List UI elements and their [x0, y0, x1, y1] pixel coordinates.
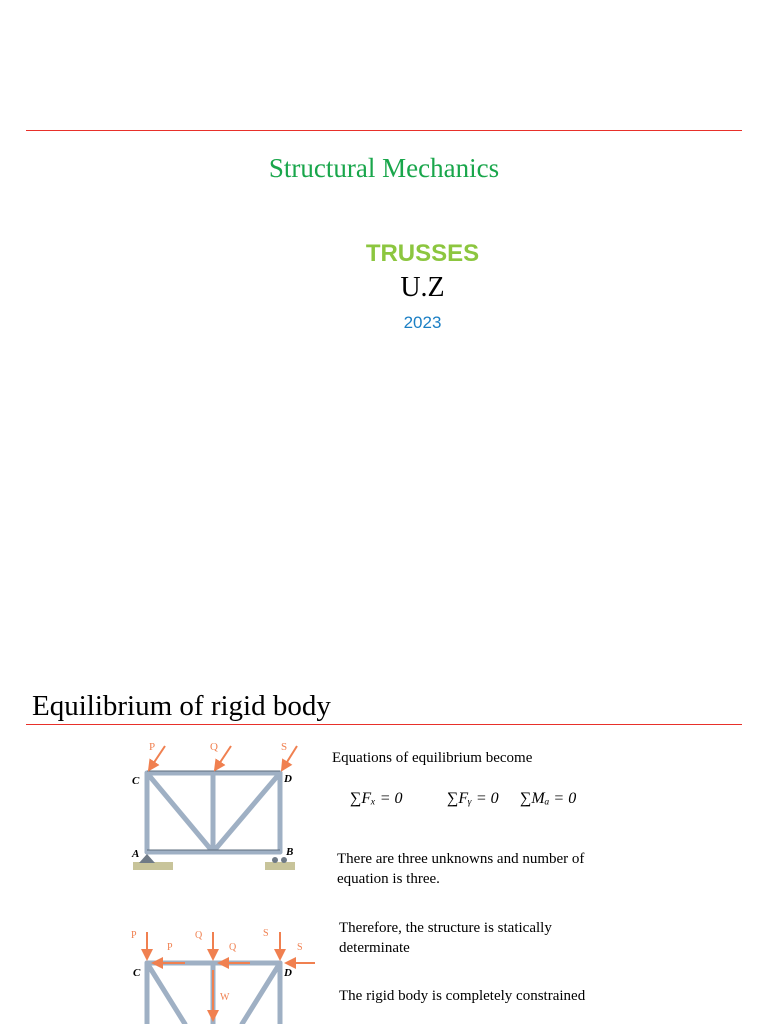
label-w: W	[220, 992, 230, 1003]
course-title: Structural Mechanics	[268, 153, 500, 183]
equations-intro: Equations of equilibrium become	[332, 750, 533, 766]
truss-figure-components	[125, 920, 325, 1024]
ground-support-a	[133, 862, 173, 870]
label-px: P	[167, 942, 173, 953]
label-c2: C	[133, 967, 141, 979]
author: U.Z	[400, 272, 445, 303]
title-divider	[26, 724, 742, 725]
load-arrows	[149, 746, 297, 770]
label-d: D	[284, 773, 292, 785]
label-sy: S	[263, 928, 269, 939]
label-qx: Q	[229, 942, 237, 953]
truss-figure-loads	[125, 736, 305, 884]
label-c: C	[132, 775, 140, 787]
label-d2: D	[284, 967, 292, 979]
label-b: B	[286, 846, 294, 858]
label-qy: Q	[195, 930, 203, 941]
label-q: Q	[210, 741, 218, 753]
label-p: P	[149, 741, 156, 753]
ground-support-b	[265, 862, 295, 870]
label-sx: S	[297, 942, 303, 953]
pin-support-a	[139, 854, 155, 863]
topic-heading: TRUSSES	[365, 240, 480, 267]
roller-support-b	[272, 857, 278, 863]
top-divider	[26, 130, 742, 131]
label-s: S	[281, 741, 288, 753]
label-py: P	[131, 930, 137, 941]
label-a: A	[132, 848, 140, 860]
constrained-text: The rigid body is completely constrained	[339, 988, 586, 1004]
equation-sum-ma: ∑Mₐ = 0	[520, 790, 577, 807]
determinate-text: Therefore, the structure is statically determinate	[339, 920, 552, 956]
slide-title: Equilibrium of rigid body	[32, 690, 331, 722]
equation-sum-fy: ∑Fᵧ = 0	[447, 790, 499, 807]
unknowns-text: There are three unknowns and number of equation is three.	[337, 851, 585, 887]
equation-sum-fx: ∑Fₓ = 0	[350, 790, 403, 807]
year: 2023	[403, 313, 442, 332]
truss-members	[147, 773, 280, 852]
